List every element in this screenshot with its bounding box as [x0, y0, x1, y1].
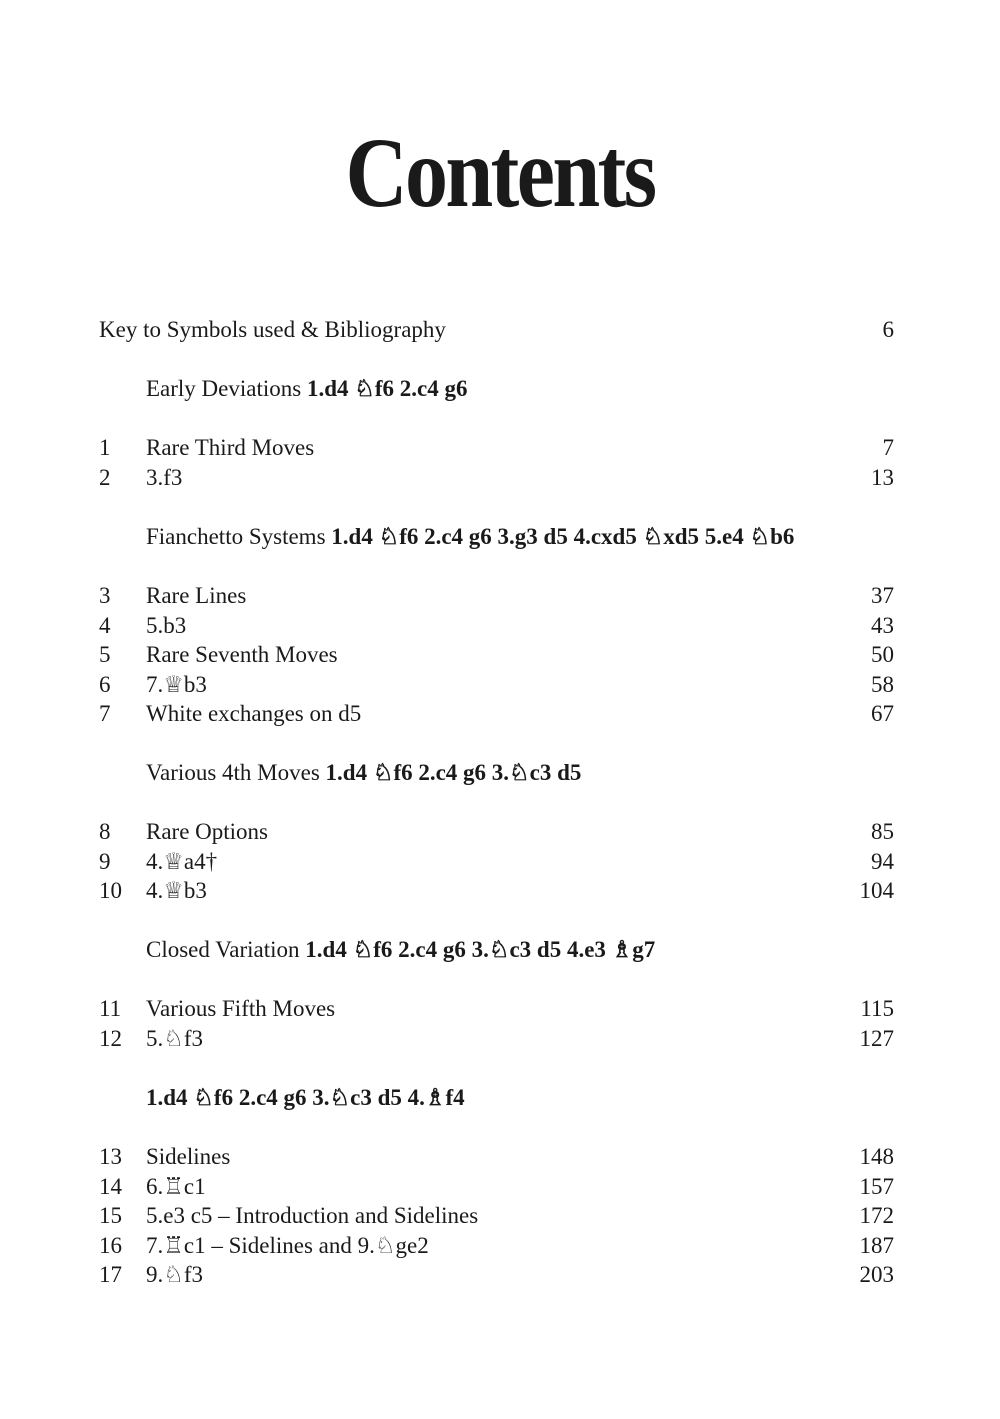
chapter-number: 11 — [99, 996, 122, 1021]
toc-chapter-row[interactable] — [0, 670, 1000, 700]
chapter-number: 3 — [99, 583, 111, 608]
section-label: Fianchetto Systems — [146, 524, 326, 549]
chapter-title: 7.♕b3 — [146, 672, 207, 697]
toc-chapter-row[interactable] — [0, 581, 1000, 611]
toc-chapter-row[interactable] — [0, 876, 1000, 906]
chapter-number: 9 — [99, 849, 111, 874]
chapter-page: 13 — [871, 465, 894, 490]
toc-chapter-row[interactable] — [0, 1142, 1000, 1172]
chapter-title: 5.e3 c5 – Introduction and Sidelines — [146, 1203, 479, 1228]
chapter-title: Rare Lines — [146, 583, 247, 608]
chapter-title: Various Fifth Moves — [146, 996, 336, 1021]
toc-chapter-row[interactable] — [0, 699, 1000, 729]
chapter-number: 10 — [99, 878, 122, 903]
chapter-number: 15 — [99, 1203, 122, 1228]
toc-chapter-row[interactable] — [0, 1172, 1000, 1202]
chapter-number: 5 — [99, 642, 111, 667]
chapter-page: 104 — [859, 878, 894, 903]
toc-chapter-row[interactable] — [0, 1201, 1000, 1231]
toc-chapter-row[interactable] — [0, 1231, 1000, 1261]
toc-chapter-row[interactable] — [0, 1024, 1000, 1054]
chapter-page: 172 — [859, 1203, 894, 1228]
chapter-page: 127 — [859, 1026, 894, 1051]
section-label: Various 4th Moves — [146, 760, 320, 785]
chapter-title: 7.♖c1 – Sidelines and 9.♘ge2 — [146, 1233, 429, 1258]
chapter-number: 6 — [99, 672, 111, 697]
chapter-page: 187 — [859, 1233, 894, 1258]
chapter-page: 157 — [859, 1174, 894, 1199]
chapter-number: 2 — [99, 465, 111, 490]
chapter-title: 4.♕a4† — [146, 849, 218, 874]
chapter-page: 37 — [871, 583, 894, 608]
chapter-title: 3.f3 — [146, 465, 183, 490]
chapter-number: 7 — [99, 701, 111, 726]
chapter-title: 5.b3 — [146, 613, 187, 638]
chapter-title: 9.♘f3 — [146, 1262, 204, 1287]
section-heading-closed-variation — [146, 935, 655, 965]
page-title: Contents — [345, 117, 655, 228]
section-label: Closed Variation — [146, 937, 300, 962]
toc-chapter-row[interactable] — [0, 847, 1000, 877]
chapter-title: Rare Seventh Moves — [146, 642, 338, 667]
chapter-page: 50 — [871, 642, 894, 667]
chapter-number: 12 — [99, 1026, 122, 1051]
chapter-number: 8 — [99, 819, 111, 844]
chapter-number: 17 — [99, 1262, 122, 1287]
chapter-number: 1 — [99, 435, 111, 460]
toc-chapter-row[interactable] — [0, 1260, 1000, 1290]
section-moves: 1.d4 ♘f6 2.c4 g6 — [306, 376, 468, 401]
section-moves: 1.d4 ♘f6 2.c4 g6 3.♘c3 d5 4.e3 ♗g7 — [305, 937, 656, 962]
chapter-title: 6.♖c1 — [146, 1174, 206, 1199]
chapter-page: 85 — [871, 819, 894, 844]
chapter-page: 148 — [859, 1144, 894, 1169]
chapter-number: 4 — [99, 613, 111, 638]
chapter-page: 203 — [859, 1262, 894, 1287]
section-heading-fianchetto-systems — [146, 522, 794, 552]
toc-intro-row[interactable] — [0, 315, 1000, 345]
chapter-page: 115 — [860, 996, 894, 1021]
chapter-number: 16 — [99, 1233, 122, 1258]
toc-chapter-row[interactable] — [0, 611, 1000, 641]
chapter-page: 43 — [871, 613, 894, 638]
toc-chapter-row[interactable] — [0, 433, 1000, 463]
chapter-page: 67 — [871, 701, 894, 726]
section-heading-early-deviations — [146, 374, 468, 404]
chapter-title: Sidelines — [146, 1144, 231, 1169]
section-heading-bf4 — [146, 1083, 465, 1113]
chapter-title: Rare Options — [146, 819, 269, 844]
chapter-page: 58 — [871, 672, 894, 697]
toc-intro-title: Key to Symbols used & Bibliography — [99, 317, 446, 342]
chapter-page: 7 — [882, 435, 894, 460]
section-moves: 1.d4 ♘f6 2.c4 g6 3.♘c3 d5 — [325, 760, 582, 785]
section-heading-various-4th-moves — [146, 758, 581, 788]
toc-chapter-row[interactable] — [0, 994, 1000, 1024]
toc-chapter-row[interactable] — [0, 817, 1000, 847]
chapter-title: 4.♕b3 — [146, 878, 207, 903]
chapter-number: 13 — [99, 1144, 122, 1169]
chapter-title: 5.♘f3 — [146, 1026, 204, 1051]
section-moves: 1.d4 ♘f6 2.c4 g6 3.♘c3 d5 4.♗f4 — [146, 1085, 465, 1110]
toc-chapter-row[interactable] — [0, 640, 1000, 670]
chapter-title: Rare Third Moves — [146, 435, 315, 460]
chapter-title: White exchanges on d5 — [146, 701, 362, 726]
chapter-page: 94 — [871, 849, 894, 874]
toc-intro-page: 6 — [882, 317, 894, 342]
section-label: Early Deviations — [146, 376, 302, 401]
section-moves: 1.d4 ♘f6 2.c4 g6 3.g3 d5 4.cxd5 ♘xd5 5.e4 ♘b6 — [331, 524, 795, 549]
chapter-number: 14 — [99, 1174, 122, 1199]
toc-chapter-row[interactable] — [0, 463, 1000, 493]
